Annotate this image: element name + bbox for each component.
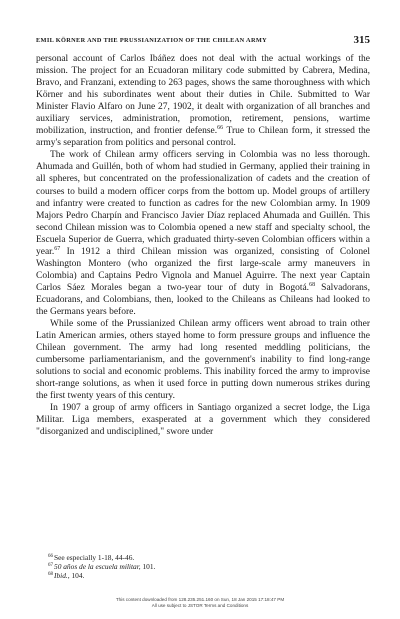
footnote-text: See especially 1-18, 44-46. [54,553,135,562]
note-ref-68: 68 [309,281,316,288]
footnote-title: 50 años de la escuela militar, [54,562,141,571]
footnote-title: Ibid., [54,571,70,580]
paragraph-1 [36,53,370,149]
running-title: EMIL KÖRNER AND THE PRUSSIANIZATION OF THE CHILEAN ARMY [36,37,268,44]
footnote-number: 68 [48,571,53,577]
jstor-download-line: This content downloaded from 128.235.251.160 on Sun, 18 Jan 2015 17:18:47 PM [115,597,285,602]
page-number: 315 [353,34,370,46]
footnote-67 [36,562,370,571]
footnote-number: 67 [48,562,53,568]
footnote-number: 66 [48,553,53,559]
paragraph-2 [36,149,370,318]
note-ref-66: 66 [217,125,224,132]
footnotes [36,553,370,580]
jstor-terms-line[interactable]: All use subject to JSTOR Terms and Conditions [151,603,249,608]
footnote-text: 104. [69,571,85,580]
footnote-text: 101. [140,562,156,571]
paragraph-text: personal account of Carlos Ibáñez does not deal with the actual workings of the mission. The project for an Ecuadoran military code submitted by Cabrera, Medina, Bravo, and Franzani, extending to 263 pages, shows the same thoroughness with which Körner and his subordinates went about their duties in Chile. Submitted to War Minister Flavio Alfaro on June 27, 1902, it dealt with organization of all branches and auxiliary services, administration, promotion, retirement, pensions, wartime mobilization, instruction, and frontier defense. [36,54,370,137]
body-text [36,53,370,439]
note-ref-67: 67 [54,245,61,252]
paragraph-text: While some of the Prussianized Chilean army officers went abroad to train other Latin American armies, others stayed home to form pressure groups and influence the Chilean government. The army had long resented meddling politicians, the cumbersome parliamentarianism, and the government's inability to find long-range solutions to social and economic problems. This inability forced the army to improvise short-range solutions, as when it used force in putting down numerous strikes during the first twenty years of this century. [36,319,370,402]
paragraph-text: The work of Chilean army officers serving in Colombia was no less thorough. Ahumada and Guillén, both of whom had studied in Germany, applied their training in all spheres, but concentrated on the professionalization of cadets and the creation of courses to build a modern officer corps from the bottom up. Model groups of artillery and infantry were created to function as cadres for the new Colombian army. In 1909 Majors Pedro Charpín and Francisco Javier Díaz replaced Ahumada and Guillén. This second Chilean mission was to Colombia opened a new staff and specialty school, the Escuela Superior de Guerra, which graduated thirty-seven Colombian officers within a year. [36,150,370,257]
paragraph-text: Salvadorans, Ecuadorans, and Colombians, then, looked to the Chileans as Chileans had looked to the Germans years before. [36,282,370,317]
paragraph-text: True to Chilean form, it stressed the army's separation from politics and personal control. [36,126,371,149]
paragraph-text: In 1907 a group of army officers in Santiago organized a secret lodge, the Liga Militar. Liga members, exasperated at a government which they considered "disorganized and undisciplined," swore under [36,403,370,438]
footnote-68 [36,571,370,580]
paragraph-text: In 1912 a third Chilean mission was organized, consisting of Colonel Washington Montero (who organized the first large-scale army maneuvers in Colombia) and Captains Pedro Vignola and Manuel Aguirre. The next year Captain Carlos Sáez Morales began a two-year tour of duty in Bogotá. [36,246,370,293]
paragraph-4 [36,402,370,438]
running-head [36,34,370,48]
paragraph-3 [36,318,370,402]
footnote-66 [36,553,370,562]
jstor-notice [0,597,400,609]
